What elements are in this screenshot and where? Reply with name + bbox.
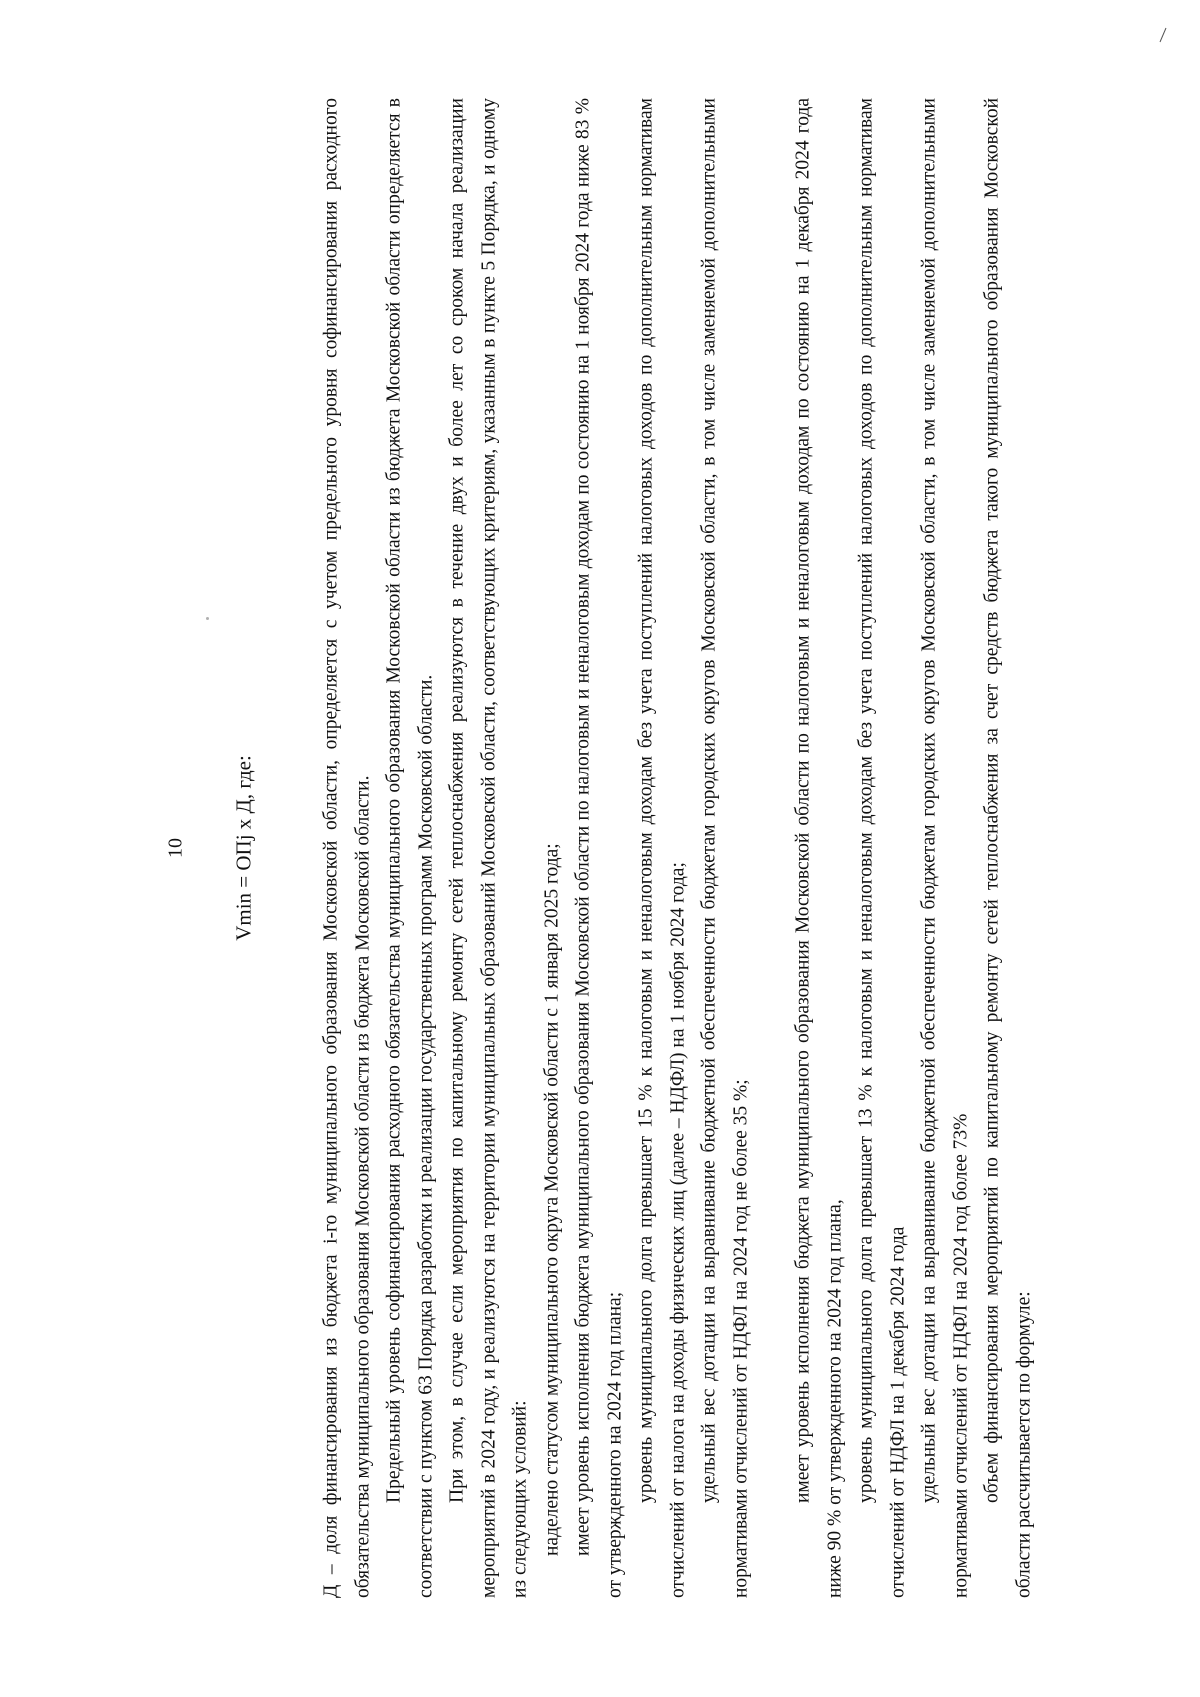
scan-artifact-icon bbox=[1154, 26, 1172, 44]
condition-subsidy-share-73: удельный вес дотации на выравнивание бюджетной обеспеченности бюджетам городских округов Московской области, в том числе заменяемой дополнительными нормативами отчислений от НДФЛ на 2024 год более 73% bbox=[918, 98, 971, 1598]
paragraph-multi-year-conditions: При этом, в случае если мероприятия по капитальному ремонту сетей теплоснабжения реализуются в течение двух и более лет со сроком начала реализации мероприятий в 2024 году, и реализуются на территории муниципальных образований Московской области, соответствующих критериям, указанным в пункте 5 Порядка, и одному из следующих условий: bbox=[446, 98, 531, 1598]
paragraph-share-definition: Д – доля финансирования из бюджета i-го муниципального образования Московской области, определяется с учетом предельного уровня софинансирования расходного обязательства муниципального образования Московской области из бюджета Московской области. bbox=[320, 98, 373, 1598]
paragraph-gap bbox=[757, 98, 788, 1598]
condition-budget-execution-dec: имеет уровень исполнения бюджета муниципального образования Московской области по налоговым и неналоговым доходам по состоянию на 1 декабря 2024 года ниже 90 % от утвержденного на 2024 год плана, bbox=[792, 98, 845, 1598]
paragraph-cofinancing-level: Предельный уровень софинансирования расходного обязательства муниципального образования Московской области из бюджета Московской области определяется в соответствии с пунктом 63 Порядка разработки и реализации государственных программ Московской области. bbox=[383, 98, 436, 1598]
rotated-document-body bbox=[161, 98, 1040, 1598]
formula-line: Vmin = ОПj х Д, где: bbox=[231, 755, 255, 941]
page-number: 10 bbox=[164, 838, 187, 858]
condition-debt-level-nov: уровень муниципального долга превышает 15 % к налоговым и неналоговым доходам без учета поступлений налоговых доходов по дополнительным нормативам отчислений от налога на доходы физических лиц (далее – НДФЛ) на 1 ноября 2024 года; bbox=[635, 98, 688, 1598]
condition-budget-execution-nov: имеет уровень исполнения бюджета муниципального образования Московской области по налоговым и неналоговым доходам по состоянию на 1 ноября 2024 года ниже 83 % от утвержденного на 2024 год плана; bbox=[572, 98, 625, 1598]
condition-subsidy-share-35: удельный вес дотации на выравнивание бюджетной обеспеченности бюджетам городских округов Московской области, в том числе заменяемой дополнительными нормативами отчислений от НДФЛ на 2024 год не более 35 %; bbox=[698, 98, 751, 1598]
condition-debt-level-dec: уровень муниципального долга превышает 13 % к налоговым и неналоговым доходам без учета поступлений налоговых доходов по дополнительным нормативам отчислений от НДФЛ на 1 декабря 2024 года bbox=[855, 98, 908, 1598]
paragraph-financing-formula-intro: объем финансирования мероприятий по капитальному ремонту сетей теплоснабжения за счет средств бюджета такого муниципального образования Московской области рассчитывается по формуле: bbox=[981, 98, 1034, 1598]
condition-municipal-district: наделено статусом муниципального округа Московской области с 1 января 2025 года; bbox=[541, 843, 562, 1556]
